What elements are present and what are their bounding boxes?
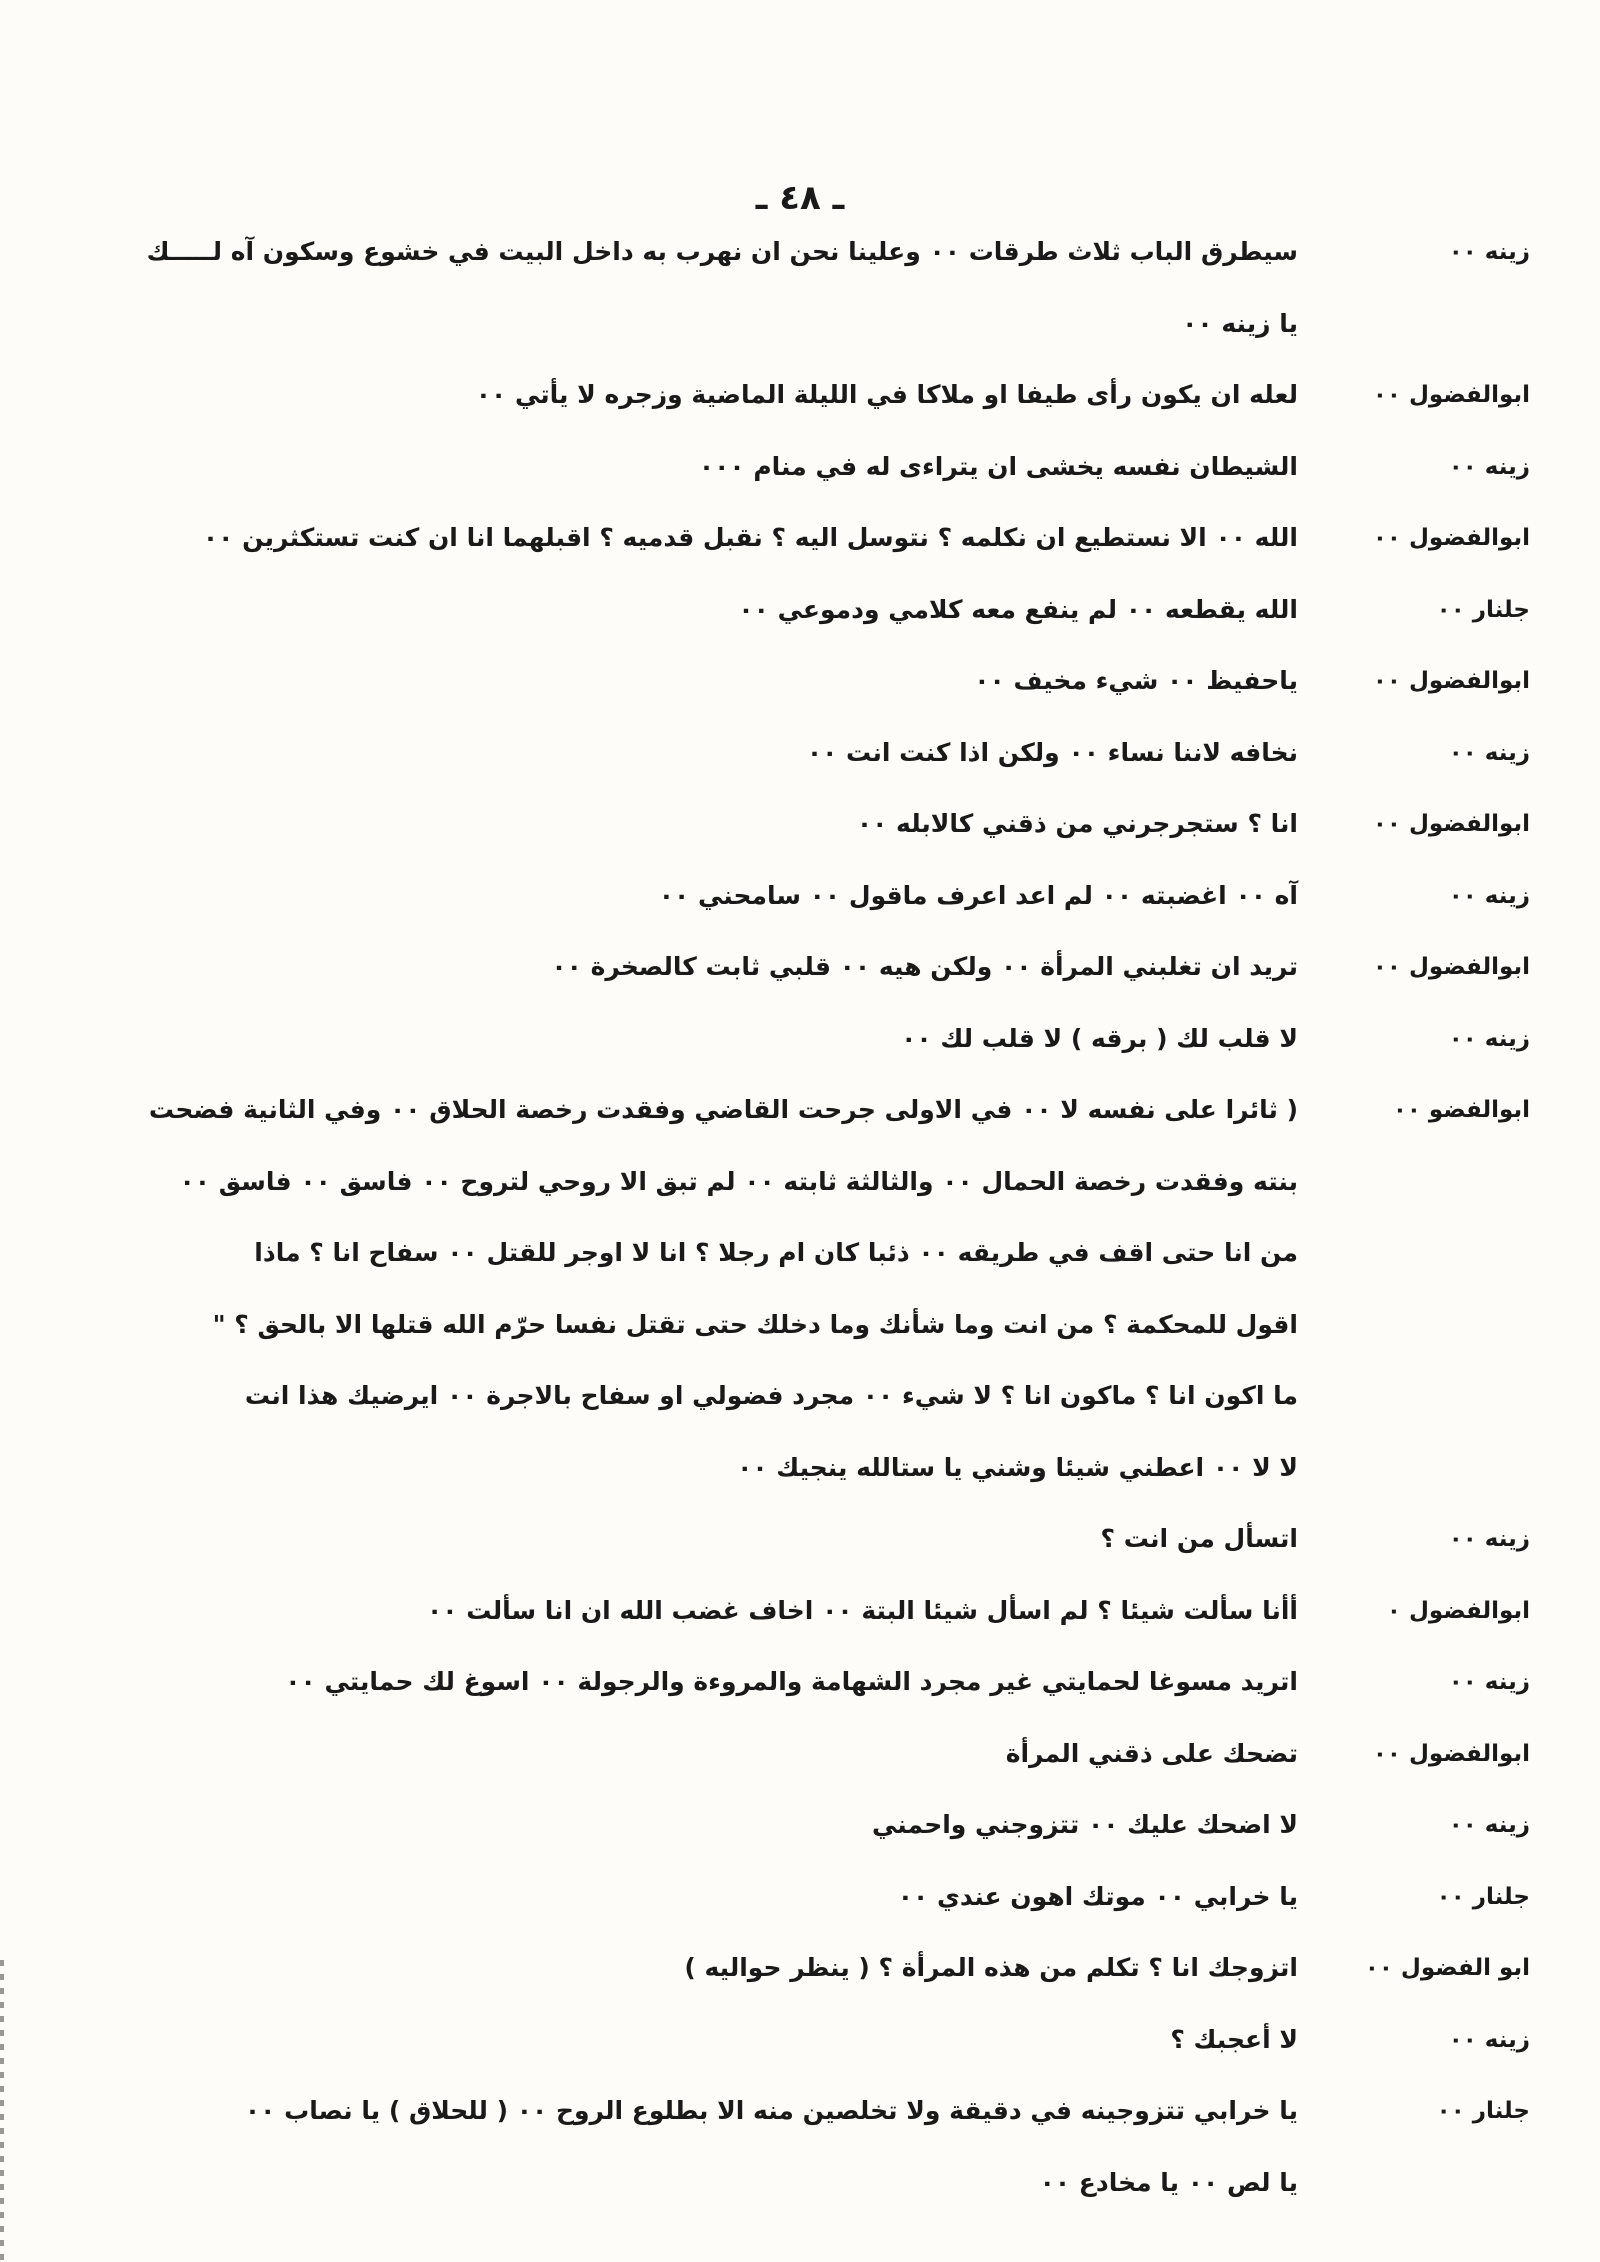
- scan-edge-artifact: [0, 1960, 4, 2260]
- dialogue-line: [110, 1662, 1530, 1702]
- dialogue-line: [110, 1162, 1530, 1202]
- speaker-name: ابوالفضول ٠٠: [1372, 668, 1530, 694]
- dialogue-line: [110, 2020, 1530, 2060]
- speech-text: تضحك على ذقني المرأة: [1005, 1738, 1298, 1768]
- speech-text: ما اكون انا ؟ ماكون انا ؟ لا شيء ٠٠ مجرد فضولي او سفاح بالاجرة ٠٠ ايرضيك هذا انت: [244, 1381, 1298, 1410]
- dialogue-line: [110, 1877, 1530, 1917]
- speech-text: الشيطان نفسه يخشى ان يتراءى له في منام ٠٠٠: [698, 451, 1298, 481]
- dialogue-line: [110, 947, 1530, 987]
- speech-text: الله يقطعه ٠٠ لم ينفع معه كلامي ودموعي ٠٠: [738, 594, 1298, 624]
- speech-text: سيطرق الباب ثلاث طرقات ٠٠ وعلينا نحن ان نهرب به داخل البيت في خشوع وسكون آه لـــــك: [146, 237, 1298, 266]
- speaker-name: ابوالفضول ٠٠: [1372, 811, 1530, 837]
- speaker-name: زينه ٠٠: [1448, 1526, 1530, 1552]
- dialogue-line: [110, 804, 1530, 844]
- page-number: ـ ٤٨ ـ: [755, 178, 845, 218]
- dialogue-line: [110, 232, 1530, 272]
- dialogue-line: [110, 375, 1530, 415]
- speaker-name: جلنار ٠٠: [1436, 1883, 1530, 1910]
- dialogue-line: [110, 518, 1530, 558]
- speaker-name: زينه ٠٠: [1448, 1669, 1530, 1695]
- dialogue-line: [110, 1591, 1530, 1631]
- speaker-name: ابوالفضول ٠٠: [1372, 1740, 1530, 1767]
- speech-text: لعله ان يكون رأى طيفا او ملاكا في الليلة الماضية وزجره لا يأتي ٠٠: [475, 380, 1298, 409]
- speech-text: اقول للمحكمة ؟ من انت وما شأنك وما دخلك حتى تقتل نفسا حرّم الله قتلها الا بالحق ؟ ": [212, 1309, 1298, 1339]
- speaker-name: جلنار ٠٠: [1436, 596, 1530, 623]
- dialogue-line: [110, 1305, 1530, 1345]
- dialogue-line: [110, 2163, 1530, 2203]
- dialogue-line: [110, 876, 1530, 916]
- dialogue-line: [110, 1090, 1530, 1130]
- dialogue-line: [110, 304, 1530, 344]
- speech-text: من انا حتى اقف في طريقه ٠٠ ذئبا كان ام رجلا ؟ انا لا اوجر للقتل ٠٠ سفاح انا ؟ ماذا: [254, 1238, 1298, 1267]
- speech-text: تريد ان تغلبني المرأة ٠٠ ولكن هيه ٠٠ قلبي ثابت كالصخرة ٠٠: [551, 952, 1298, 981]
- dialogue-line: [110, 2091, 1530, 2131]
- speech-text: لا اضحك عليك ٠٠ تتزوجني واحمني: [871, 1810, 1298, 1839]
- speech-text: أأنا سألت شيئا ؟ لم اسأل شيئا البتة ٠٠ اخاف غضب الله ان انا سألت ٠٠: [427, 1595, 1298, 1625]
- dialogue-line: [110, 1805, 1530, 1845]
- speech-text: انا ؟ ستجرجرني من ذقني كالابله ٠٠: [856, 809, 1298, 838]
- speech-text: لا لا ٠٠ اعطني شيئا وشني يا ستالله ينجيك ٠٠: [737, 1452, 1298, 1482]
- dialogue-line: [110, 733, 1530, 773]
- speaker-name: ابوالفضول ٠: [1386, 1597, 1530, 1624]
- speech-text: لا أعجبك ؟: [1170, 2024, 1298, 2054]
- speaker-name: زينه ٠٠: [1448, 739, 1530, 766]
- dialogue-line: [110, 1948, 1530, 1988]
- speech-text: اتسأل من انت ؟: [1100, 1524, 1298, 1553]
- speaker-name: ابوالفضول ٠٠: [1372, 525, 1530, 551]
- speaker-name: زينه ٠٠: [1448, 1812, 1530, 1838]
- speaker-name: جلنار ٠٠: [1436, 2098, 1530, 2124]
- speech-text: يا خرابي تتزوجينه في دقيقة ولا تخلصين منه الا بطلوع الروح ٠٠ ( للحلاق ) يا نصاب ٠٠: [244, 2096, 1298, 2125]
- speaker-name: ابوالفضو ٠٠: [1392, 1097, 1530, 1123]
- speech-text: اتزوجك انا ؟ تكلم من هذه المرأة ؟ ( ينظر حواليه ): [684, 1953, 1298, 1982]
- speech-text: ياحفيظ ٠٠ شيء مخيف ٠٠: [974, 666, 1298, 695]
- speech-text: الله ٠٠ الا نستطيع ان نكلمه ؟ نتوسل اليه ؟ نقبل قدميه ؟ اقبلهما انا ان كنت تستكثرين ٠٠: [202, 523, 1298, 552]
- speaker-name: زينه ٠٠: [1448, 882, 1530, 909]
- dialogue-line: [110, 1019, 1530, 1059]
- speech-text: يا زينه ٠٠: [1182, 308, 1298, 338]
- speech-text: يا خرابي ٠٠ موتك اهون عندي ٠٠: [897, 1881, 1298, 1911]
- speech-text: لا قلب لك ( برقه ) لا قلب لك ٠٠: [901, 1023, 1298, 1053]
- speech-text: بنته وفقدت رخصة الحمال ٠٠ والثالثة ثابته ٠٠ لم تبق الا روحي لتروح ٠٠ فاسق ٠٠ فاسق ٠٠: [179, 1166, 1298, 1196]
- dialogue-line: [110, 1376, 1530, 1416]
- dialogue-line: [110, 447, 1530, 487]
- speech-text: ( ثائرا على نفسه لا ٠٠ في الاولى جرحت القاضي وفقدت رخصة الحلاق ٠٠ وفي الثانية فضحت: [148, 1095, 1298, 1124]
- speech-text: يا لص ٠٠ يا مخادع ٠٠: [1039, 2167, 1298, 2197]
- speech-text: اتريد مسوغا لحمايتي غير مجرد الشهامة والمروءة والرجولة ٠٠ اسوغ لك حمايتي ٠٠: [285, 1667, 1298, 1696]
- dialogue-line: [110, 590, 1530, 630]
- speaker-name: زينه ٠٠: [1448, 239, 1530, 265]
- dialogue-line: [110, 1519, 1530, 1559]
- dialogue-line: [110, 661, 1530, 701]
- speaker-name: زينه ٠٠: [1448, 2026, 1530, 2053]
- speech-text: نخافه لاننا نساء ٠٠ ولكن اذا كنت انت ٠٠: [806, 737, 1298, 767]
- dialogue-line: [110, 1448, 1530, 1488]
- speaker-name: زينه ٠٠: [1448, 453, 1530, 480]
- speech-text: آه ٠٠ اغضبته ٠٠ لم اعد اعرف ماقول ٠٠ سامحني ٠٠: [658, 880, 1298, 910]
- speaker-name: ابوالفضول ٠٠: [1372, 382, 1530, 408]
- speaker-name: زينه ٠٠: [1448, 1025, 1530, 1052]
- speaker-name: ابوالفضول ٠٠: [1372, 954, 1530, 980]
- dialogue-line: [110, 1734, 1530, 1774]
- dialogue-line: [110, 1233, 1530, 1273]
- speaker-name: ابو الفضول ٠٠: [1364, 1955, 1530, 1981]
- dialogue-block: [110, 232, 1530, 2234]
